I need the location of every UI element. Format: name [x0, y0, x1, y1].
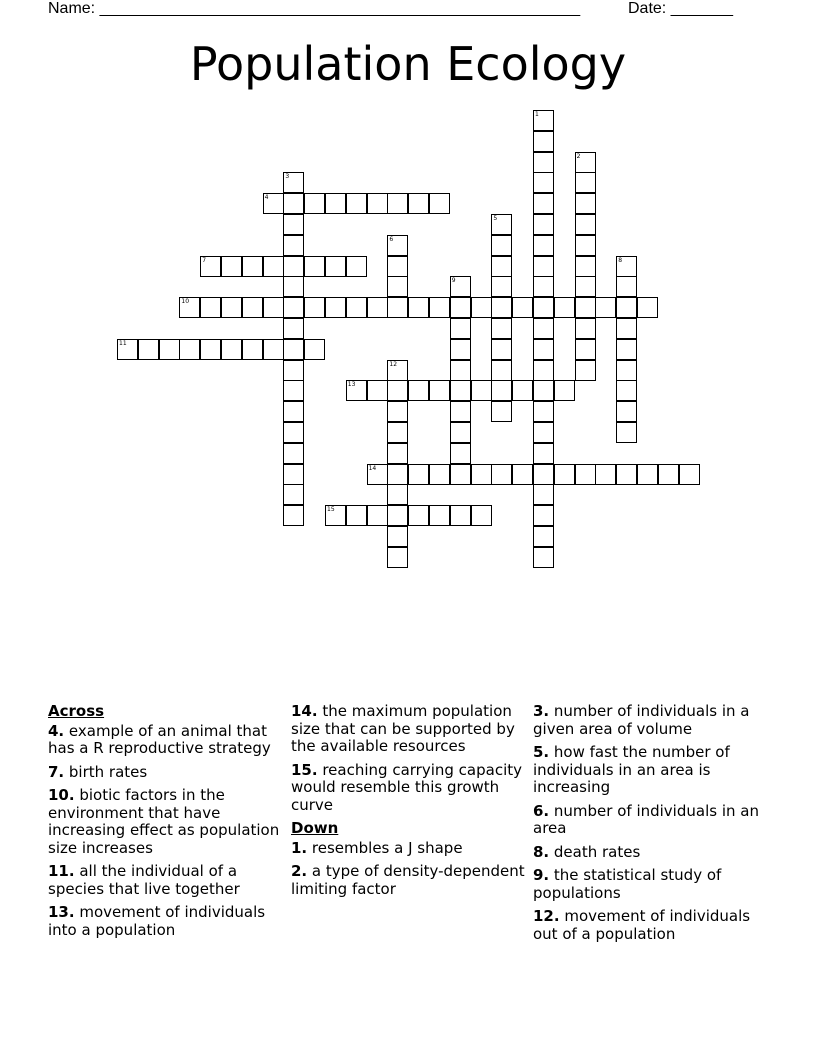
down-heading: Down — [291, 819, 339, 837]
grid-cell[interactable] — [575, 256, 596, 277]
clue-text: movement of individuals out of a population — [533, 907, 751, 943]
clue-number: 8 — [618, 256, 623, 264]
grid-cell[interactable] — [325, 193, 346, 214]
grid-cell[interactable] — [387, 422, 408, 443]
page-title: Population Ecology — [189, 37, 627, 91]
clue-number-label: 9. — [533, 866, 550, 884]
clue-item — [291, 840, 529, 858]
clue-item — [533, 703, 769, 738]
grid-cell[interactable] — [304, 193, 325, 214]
clue-text: the statistical study of populations — [533, 866, 722, 902]
grid-cell[interactable] — [637, 464, 658, 485]
clue-number-label: 12. — [533, 907, 560, 925]
clue-number-label: 6. — [533, 801, 550, 820]
grid-cell[interactable] — [387, 380, 408, 401]
grid-cell[interactable] — [616, 380, 637, 401]
grid-cell[interactable] — [533, 505, 554, 526]
grid-cell[interactable] — [387, 443, 408, 464]
clue-text: reaching carrying capacity would resemble this growth curve — [291, 760, 522, 814]
grid-cell[interactable] — [450, 505, 471, 526]
grid-cell[interactable] — [408, 297, 429, 318]
grid-cell[interactable] — [387, 256, 408, 277]
clue-text: all the individual of a species that live together — [48, 862, 240, 898]
grid-cell[interactable] — [367, 297, 388, 318]
grid-cell[interactable] — [387, 193, 408, 214]
grid-cell[interactable] — [283, 360, 304, 381]
grid-cell[interactable] — [616, 318, 637, 339]
clue-text: example of an animal that has a R reproductive strategy — [48, 721, 271, 757]
grid-cell[interactable] — [471, 297, 492, 318]
clue-number: 9 — [451, 277, 456, 285]
clue-number: 1 — [535, 111, 539, 118]
clue-number-label: 3. — [533, 702, 550, 720]
clue-item — [533, 744, 769, 797]
grid-cell[interactable] — [179, 339, 200, 360]
grid-cell[interactable] — [221, 339, 242, 360]
grid-cell[interactable] — [533, 422, 554, 443]
grid-cell[interactable] — [533, 401, 554, 422]
clue-number-label: 4. — [48, 721, 65, 740]
grid-cell[interactable] — [346, 193, 367, 214]
grid-cell[interactable] — [283, 380, 304, 401]
grid-cell[interactable] — [575, 214, 596, 235]
clue-number: 5 — [493, 215, 498, 222]
grid-cell[interactable] — [616, 276, 637, 297]
clue-text: a type of density-dependent limiting factor — [291, 862, 525, 898]
grid-cell[interactable] — [450, 318, 471, 339]
clue-item — [291, 703, 529, 756]
grid-cell[interactable] — [408, 464, 429, 485]
grid-cell[interactable] — [283, 401, 304, 422]
clue-number-label: 7. — [48, 762, 65, 781]
grid-cell[interactable] — [450, 339, 471, 360]
grid-cell[interactable] — [491, 401, 512, 422]
clue-text: number of individuals in a given area of volume — [533, 702, 750, 738]
clue-number: 3 — [285, 173, 290, 181]
grid-cell[interactable] — [575, 318, 596, 339]
grid-cell[interactable] — [429, 464, 450, 485]
clue-number: 11 — [119, 339, 127, 347]
clue-number: 7 — [202, 256, 207, 264]
grid-cell[interactable] — [595, 464, 616, 485]
grid-cell[interactable] — [533, 443, 554, 464]
grid-cell[interactable] — [367, 380, 388, 401]
clue-number-label: 14. — [291, 702, 318, 720]
grid-cell[interactable] — [408, 193, 429, 214]
grid-cell[interactable] — [450, 360, 471, 381]
clue-item — [533, 844, 769, 862]
grid-cell[interactable] — [283, 318, 304, 339]
grid-cell[interactable] — [387, 464, 408, 485]
clue-text: how fast the number of individuals in an area is increasing — [533, 743, 730, 796]
grid-cell[interactable] — [491, 360, 512, 381]
clue-number-label: 13. — [48, 903, 75, 921]
grid-cell[interactable] — [283, 484, 304, 505]
grid-cell[interactable] — [283, 214, 304, 235]
grid-cell[interactable] — [595, 297, 616, 318]
clue-item — [533, 908, 769, 943]
grid-cell[interactable] — [429, 193, 450, 214]
grid-cell[interactable] — [159, 339, 180, 360]
clue-item — [48, 764, 284, 782]
grid-cell[interactable] — [616, 464, 637, 485]
clue-number-label: 5. — [533, 743, 550, 761]
clue-text: birth rates — [64, 762, 148, 781]
grid-cell[interactable] — [491, 339, 512, 360]
grid-cell[interactable] — [491, 256, 512, 277]
clues-column-2 — [291, 703, 529, 904]
clue-text: death rates — [549, 842, 641, 861]
grid-cell[interactable] — [491, 276, 512, 297]
clue-item — [48, 863, 284, 898]
grid-cell[interactable] — [533, 297, 554, 318]
grid-cell[interactable] — [450, 464, 471, 485]
grid-cell[interactable] — [283, 256, 304, 277]
clue-number-label: 8. — [533, 842, 550, 861]
grid-cell[interactable] — [283, 464, 304, 485]
grid-cell[interactable] — [387, 505, 408, 526]
grid-cell[interactable] — [450, 443, 471, 464]
grid-cell[interactable] — [575, 235, 596, 256]
grid-cell[interactable] — [533, 360, 554, 381]
grid-cell[interactable] — [367, 505, 388, 526]
clue-number: 13 — [347, 381, 356, 389]
grid-cell[interactable] — [450, 422, 471, 443]
clue-number: 2 — [576, 152, 581, 160]
grid-cell[interactable] — [283, 339, 304, 360]
grid-cell[interactable] — [575, 297, 596, 318]
grid-cell[interactable] — [283, 297, 304, 318]
grid-cell[interactable] — [387, 526, 408, 547]
grid-cell[interactable] — [387, 547, 408, 568]
grid-cell[interactable] — [512, 380, 533, 401]
grid-cell[interactable] — [450, 401, 471, 422]
grid-cell[interactable] — [221, 256, 242, 277]
grid-cell[interactable] — [658, 464, 679, 485]
grid-cell[interactable] — [429, 297, 450, 318]
clue-number: 12 — [389, 360, 398, 368]
clues-column-3 — [533, 703, 769, 949]
grid-cell[interactable] — [616, 339, 637, 360]
grid-cell[interactable] — [533, 339, 554, 360]
clue-number-label: 2. — [291, 862, 308, 880]
grid-cell[interactable] — [575, 276, 596, 297]
grid-cell[interactable] — [616, 401, 637, 422]
grid-cell[interactable] — [283, 193, 304, 214]
clue-text: the maximum population size that can be supported by the available resources — [291, 702, 515, 755]
clue-number-label: 11. — [48, 862, 75, 880]
grid-cell[interactable] — [533, 131, 554, 152]
grid-cell[interactable] — [491, 380, 512, 401]
grid-cell[interactable] — [491, 464, 512, 485]
grid-cell[interactable] — [242, 297, 263, 318]
grid-cell[interactable] — [637, 297, 658, 318]
name-field[interactable]: Name: ______________________________________________________ — [48, 0, 581, 17]
grid-cell[interactable] — [367, 193, 388, 214]
clue-number: 6 — [389, 235, 394, 243]
clue-item — [48, 723, 284, 758]
clue-item — [48, 787, 284, 857]
clue-text: number of individuals in an area — [533, 801, 759, 837]
down-clue-list — [291, 840, 529, 899]
grid-cell[interactable] — [533, 172, 554, 193]
grid-cell[interactable] — [263, 339, 284, 360]
grid-cell[interactable] — [575, 464, 596, 485]
grid-cell[interactable] — [242, 256, 263, 277]
grid-cell[interactable] — [471, 380, 492, 401]
clue-item — [533, 867, 769, 902]
across-clue-list — [48, 723, 284, 940]
grid-cell[interactable] — [554, 464, 575, 485]
grid-cell[interactable] — [533, 276, 554, 297]
grid-cell[interactable] — [616, 297, 637, 318]
grid-cell[interactable] — [200, 297, 221, 318]
down-clue-list-continued — [533, 703, 769, 943]
clue-item — [291, 863, 529, 898]
grid-cell[interactable] — [512, 464, 533, 485]
grid-cell[interactable] — [387, 401, 408, 422]
grid-cell[interactable] — [471, 464, 492, 485]
grid-cell[interactable] — [138, 339, 159, 360]
grid-cell[interactable] — [429, 380, 450, 401]
date-field[interactable]: Date: _______ — [628, 0, 733, 17]
grid-cell[interactable] — [512, 297, 533, 318]
grid-cell[interactable] — [325, 256, 346, 277]
grid-cell[interactable] — [616, 360, 637, 381]
grid-cell[interactable] — [533, 464, 554, 485]
grid-cell[interactable] — [575, 339, 596, 360]
grid-cell[interactable] — [533, 547, 554, 568]
grid-cell[interactable] — [283, 235, 304, 256]
clue-item — [291, 762, 529, 815]
grid-cell[interactable] — [304, 297, 325, 318]
grid-cell[interactable] — [450, 297, 471, 318]
grid-cell[interactable] — [346, 505, 367, 526]
clue-number-label: 10. — [48, 786, 75, 804]
clue-number: 15 — [327, 506, 335, 514]
clue-text: movement of individuals into a population — [48, 903, 266, 939]
grid-cell[interactable] — [387, 276, 408, 297]
clue-number: 4 — [264, 194, 269, 202]
grid-cell[interactable] — [450, 380, 471, 401]
grid-cell[interactable] — [491, 235, 512, 256]
clue-number-label: 1. — [291, 838, 308, 857]
clues-column-1 — [48, 703, 284, 945]
clue-text: resembles a J shape — [307, 838, 463, 857]
grid-cell[interactable] — [387, 484, 408, 505]
grid-cell[interactable] — [575, 360, 596, 381]
grid-cell[interactable] — [491, 318, 512, 339]
grid-cell[interactable] — [429, 505, 450, 526]
grid-cell[interactable] — [533, 318, 554, 339]
grid-cell[interactable] — [533, 256, 554, 277]
clue-number: 10 — [181, 298, 190, 306]
across-clue-list-continued — [291, 703, 529, 814]
grid-cell[interactable] — [346, 256, 367, 277]
across-heading: Across — [48, 702, 105, 720]
clue-item — [533, 803, 769, 838]
clue-item — [48, 904, 284, 939]
grid-cell[interactable] — [200, 339, 221, 360]
grid-cell[interactable] — [533, 214, 554, 235]
grid-cell[interactable] — [575, 193, 596, 214]
grid-cell[interactable] — [263, 256, 284, 277]
clue-text: biotic factors in the environment that have increasing effect as population size increases — [48, 786, 280, 857]
grid-cell[interactable] — [554, 380, 575, 401]
grid-cell[interactable] — [325, 297, 346, 318]
grid-cell[interactable] — [471, 505, 492, 526]
grid-cell[interactable] — [283, 505, 304, 526]
grid-cell[interactable] — [263, 297, 284, 318]
grid-cell[interactable] — [533, 193, 554, 214]
grid-cell[interactable] — [283, 443, 304, 464]
grid-cell[interactable] — [221, 297, 242, 318]
grid-cell[interactable] — [575, 172, 596, 193]
grid-cell[interactable] — [554, 297, 575, 318]
grid-cell[interactable] — [408, 505, 429, 526]
grid-cell[interactable] — [304, 256, 325, 277]
grid-cell[interactable] — [283, 276, 304, 297]
grid-cell[interactable] — [533, 526, 554, 547]
clue-number: 14 — [368, 464, 377, 472]
grid-cell[interactable] — [283, 422, 304, 443]
grid-cell[interactable] — [533, 484, 554, 505]
grid-cell[interactable] — [616, 422, 637, 443]
grid-cell[interactable] — [242, 339, 263, 360]
grid-cell[interactable] — [491, 297, 512, 318]
grid-cell[interactable] — [533, 380, 554, 401]
grid-cell[interactable] — [408, 380, 429, 401]
grid-cell[interactable] — [304, 339, 325, 360]
grid-cell[interactable] — [387, 297, 408, 318]
clue-number-label: 15. — [291, 760, 318, 779]
grid-cell[interactable] — [346, 297, 367, 318]
grid-cell[interactable] — [679, 464, 700, 485]
grid-cell[interactable] — [533, 152, 554, 173]
grid-cell[interactable] — [533, 235, 554, 256]
